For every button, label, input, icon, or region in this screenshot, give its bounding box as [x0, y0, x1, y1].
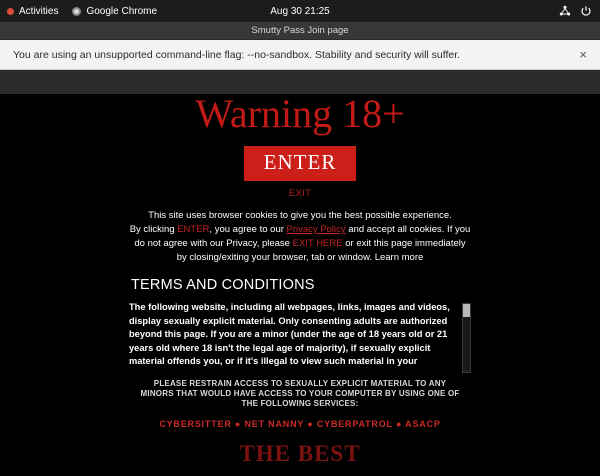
terms-scrollbar-thumb[interactable] — [463, 304, 470, 317]
power-icon[interactable] — [580, 5, 592, 17]
exit-link[interactable]: EXIT — [288, 188, 312, 199]
terms-scrollbar[interactable] — [462, 303, 471, 373]
app-menu-google-chrome[interactable] — [72, 6, 157, 17]
cookie-notice-line-2 — [105, 223, 495, 237]
terms-heading: TERMS AND CONDITIONS — [131, 277, 315, 293]
filtering-services-list[interactable]: CYBERSITTER ● NET NANNY ● CYBERPATROL ● ASACP — [159, 419, 441, 429]
bottom-banner-art: THE BEST — [239, 441, 361, 466]
clock-label: Aug 30 21:25 — [270, 5, 330, 17]
window-titlebar[interactable] — [0, 22, 600, 40]
system-top-bar — [0, 0, 600, 22]
enter-button[interactable]: ENTER — [244, 146, 357, 181]
page-title: Warning 18+ — [195, 91, 405, 136]
infobar-message: You are using an unsupported command-line flag: --no-sandbox. Stability and security will suffer. — [13, 48, 461, 61]
cookie-notice-line-4 — [105, 251, 495, 265]
age-verification-panel — [14, 91, 586, 466]
browser-window — [0, 22, 600, 476]
web-page-content — [0, 91, 600, 476]
restrain-line-2: MINORS THAT WOULD HAVE ACCESS TO YOUR COMPUTER BY USING ONE OF — [140, 389, 460, 398]
top-bar-left-group — [0, 6, 157, 17]
restrain-line-3: THE FOLLOWING SERVICES: — [241, 399, 359, 408]
close-icon[interactable]: × — [579, 47, 587, 62]
terms-body-text: The following website, including all webpages, links, images and videos, display sexually explicit material. Only consenting adults are authorized beyond this page. If you are a minor (under the age of 18 years old or 21 years old where 18 isn't the legal age of majority), if sexually explicit material offends you, or if it's illegal to view such material in your — [129, 302, 450, 366]
cookie-line2-part-b: , you agree to our — [209, 224, 287, 235]
restrain-line-1: PLEASE RESTRAIN ACCESS TO SEXUALLY EXPLICIT MATERIAL TO ANY — [153, 379, 447, 388]
chrome-icon — [72, 7, 81, 16]
learn-more-link[interactable]: Learn more — [374, 252, 424, 263]
privacy-policy-link[interactable]: Privacy Policy — [286, 224, 346, 235]
chrome-infobar — [0, 40, 600, 70]
activities-label: Activities — [19, 5, 59, 17]
terms-and-conditions-box — [129, 277, 471, 373]
cookie-line2-part-a: By clicking — [129, 224, 178, 235]
system-status-area[interactable] — [559, 5, 600, 17]
activities-button[interactable] — [7, 6, 58, 17]
cookie-line2-part-c: and accept all cookies. If you — [345, 224, 471, 235]
cookie-notice — [105, 209, 495, 265]
cookie-line4-part-a: by closing/exiting your browser, tab or window. — [176, 252, 375, 263]
cookie-line3-part-b: or exit this page immediately — [342, 238, 466, 249]
exit-here-link[interactable]: EXIT HERE — [292, 238, 343, 249]
activities-indicator-icon — [7, 8, 14, 15]
window-title: Smutty Pass Join page — [251, 25, 349, 36]
cookie-notice-line-1: This site uses browser cookies to give you the best possible experience. — [148, 210, 452, 221]
cookie-notice-line-3 — [105, 237, 495, 251]
cookie-line3-part-a: do not agree with our Privacy, please — [134, 238, 293, 249]
cookie-enter-link[interactable]: ENTER — [177, 224, 210, 235]
parental-control-notice — [115, 379, 485, 409]
network-icon[interactable] — [559, 5, 571, 17]
app-menu-label: Google Chrome — [86, 5, 158, 17]
